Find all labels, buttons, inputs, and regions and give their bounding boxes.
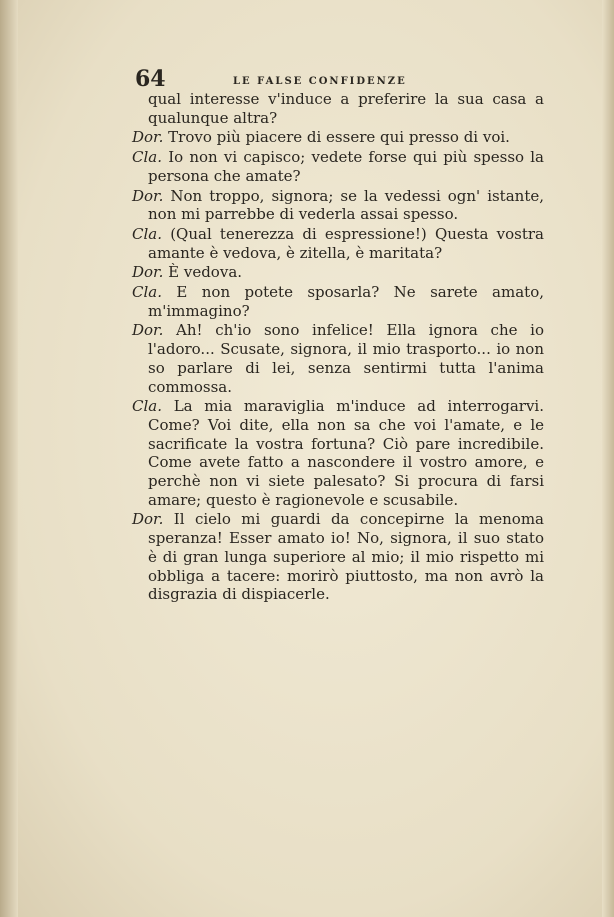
paragraph-6: Cla. E non potete sposarla? Ne sarete amato, m'immagino? bbox=[132, 283, 544, 320]
body-text bbox=[132, 90, 544, 605]
speaker-label: Cla. bbox=[132, 148, 162, 167]
page-header bbox=[135, 66, 555, 92]
speaker-label: Cla. bbox=[132, 397, 162, 416]
speaker-label: Dor. bbox=[132, 128, 164, 147]
speaker-label: Dor. bbox=[132, 186, 164, 205]
page-outer-edge bbox=[602, 0, 614, 917]
running-head: LE FALSE CONFIDENZE bbox=[233, 76, 407, 87]
paragraph-1: Dor. Trovo più piacere di essere qui presso di voi. bbox=[132, 128, 510, 147]
paragraph-0: qual interesse v'induce a preferire la sua casa a qualunque altra? bbox=[148, 90, 544, 127]
paragraph-9: Dor. Il cielo mi guardi da concepirne la menoma speranza! Esser amato io! No, signora, il suo stato è di gran lunga superiore al mio; il mio rispetto mi obbliga a tacere: morirò piuttosto, ma non avrò la disgrazia di dispiacerle. bbox=[132, 510, 544, 604]
paragraph-4: Cla. (Qual tenerezza di espressione!) Questa vostra amante è vedova, è zitella, è maritata? bbox=[132, 224, 544, 262]
page-number: 64 bbox=[135, 66, 166, 92]
speaker-label: Cla. bbox=[132, 283, 162, 302]
page-binding-edge bbox=[0, 0, 18, 917]
paragraph-7: Dor. Ah! ch'io sono infelice! Ella ignora che io l'adoro... Scusate, signora, il mio trasporto... io non so parlare di lei, senza sentirmi tutta l'anima commossa. bbox=[132, 321, 544, 396]
speaker-label: Cla. bbox=[132, 224, 162, 243]
speaker-label: Dor. bbox=[132, 321, 164, 340]
paragraph-3: Dor. Non troppo, signora; se la vedessi ogn' istante, non mi parrebbe di vederla assai spesso. bbox=[132, 186, 544, 224]
paragraph-5: Dor. È vedova. bbox=[132, 263, 243, 282]
speaker-label: Dor. bbox=[132, 263, 164, 282]
paragraph-2: Cla. Io non vi capisco; vedete forse qui più spesso la persona che amate? bbox=[132, 148, 544, 185]
speaker-label: Dor. bbox=[132, 510, 164, 529]
paragraph-8: Cla. La mia maraviglia m'induce ad interrogarvi. Come? Voi dite, ella non sa che voi l'amate, e le sacrificate la vostra fortuna? Ciò pare incredibile. Come avete fatto a nascondere il vostro amore, e perchè non vi siete palesato? Si procura di farsi amare; questo è ragionevole e scusabile. bbox=[132, 397, 544, 509]
